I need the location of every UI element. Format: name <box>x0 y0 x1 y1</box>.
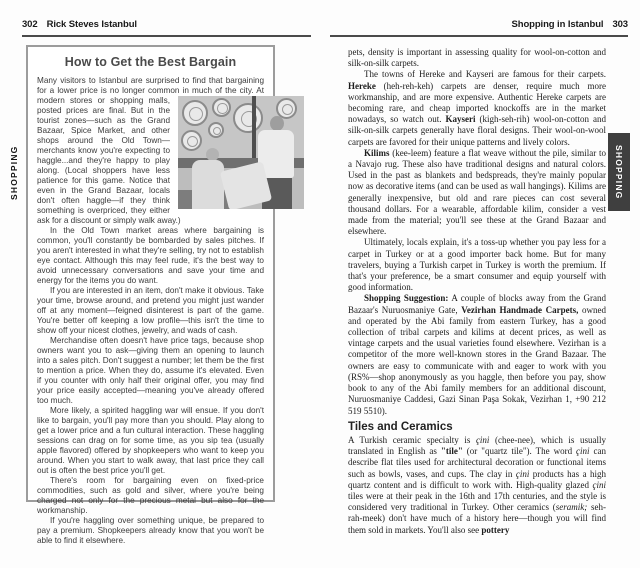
paragraph: Shopping Suggestion: A couple of blocks away from the Grand Bazaar's Nuruosmaniye Gate, Vezirhan Handmade Carpets, owned and operated by the Abi family from eastern Turkey, has a good collection of tribal carpets and kilims at decent prices, as well as vintage carpets and the usual varieties found elsewhere. Vezirhan is a competitor of the more well-known stores in the Grand Bazaar. The owners are easy to communicate with and eager to work with you (RS%—shop anonymously as you haggle, then before you pay, show book to any of the Abi family members for an additional discount, Nuruosmaniye Caddesi, Gazi Sinan Paşa Sokak, Vezirhan 1, +90 212 519 5510). <box>348 293 606 416</box>
plate-shape <box>212 98 231 117</box>
plate-shape <box>208 122 224 138</box>
section-heading-tiles-and-ceramics: Tiles and Ceramics <box>348 420 453 433</box>
photo-textile <box>220 161 272 209</box>
plate-shape <box>181 130 202 151</box>
paragraph: pets, density is important in assessing quality for wool-on-cotton and silk-on-silk carpets. <box>348 47 606 69</box>
tiles-paragraphs <box>348 435 606 536</box>
sidebar-box-intro: Many visitors to Istanbul are surprised to find that bargaining for a lower price is no longer common in much of the city. At <box>37 76 264 95</box>
sidebar-box-body <box>37 76 264 546</box>
paragraph: A Turkish ceramic specialty is çini (chee-nee), which is usually translated in English as "tile" (or "quartz tile"). The word çini can describe flat tiles used for architectural decoration or functional items such as bowls, vases, and cups. The clay in çini products has a high quartz content and is difficult to work with. High-quality glazed çini tiles were at their peak in the 16th and 17th centuries, and the style is considered very traditional in Turkey. Other ceramics (seramik; seh-rah-meek) don't have much of a history here—though you will find them sold in markets. You'll also see pottery <box>348 434 606 535</box>
shopping-tab-right: SHOPPING <box>608 133 630 211</box>
paragraph: The towns of Hereke and Kayseri are famous for their carpets. Hereke (heh-reh-keh) carpets are denser, require much more workmanship, and are more expensive. Authentic Hereke carpets are becoming rare, and cheap imported knockoffs are in the market nowadays, so watch out. Kayseri (kigh-seh-rih) wool-on-cotton and silk-on-silk carpets generally have floral designs. Their wool-on-wool carpets are favored for their unique patterns and lively colors. <box>348 69 607 147</box>
paragraph: If you are interested in an item, don't make it obvious. Take your time, browse around, and pretend you might just wander off at any moment—feigned disinterest is part of the game. You're better off keeping a low profile—this isn't the time to show off your nicest clothes, jewelry, and wads of cash. <box>37 286 264 335</box>
paragraph: In the Old Town market areas where bargaining is common, you'll constantly be bombarded by sales pitches. If you aren't interested in what they're selling, try not to establish eye contact. Although this may feel rude, it's the best way to avoid unnecessary conversations and save your time and energy for the items you do want. <box>37 226 264 285</box>
paragraph: If you're haggling over something unique, be prepared to pay a premium. Shopkeepers already know that you won't be able to find it elsewhere. <box>37 516 264 545</box>
right-header-title: Shopping in Istanbul <box>511 19 604 30</box>
plate-shape <box>233 103 263 133</box>
bargain-sidebar-box <box>26 45 275 545</box>
left-page-header <box>22 19 311 37</box>
left-page-number: 302 <box>22 19 38 30</box>
paragraph: Kilims (kee-leem) feature a flat weave without the pile, similar to a Navajo rug. These also have traditional designs and natural colors. Used in the past as blankets and bedspreads, they're mainly popular now as decorative items (and can be used as wall hangings). Kilims are generally inexpensive, but old and rare pieces can cost several thousand dollars. For a wearable, affordable kilim, consider a vest made from the material; you'll see these at the Grand Bazaar and elsewhere. <box>348 147 606 237</box>
carpets-paragraphs <box>348 47 606 417</box>
paragraph: Ultimately, locals explain, it's a toss-up whether you pay less for a carpet in Turkey or at a good importer back home. But for many travelers, buying a Turkish carpet in Turkey is worth the premium. If that's your preference, be a smart consumer and equip yourself with good information. <box>348 237 606 293</box>
right-page-header <box>330 19 628 37</box>
bazaar-merchant-photo <box>178 96 304 209</box>
paragraph: Merchandise often doesn't have price tags, because shop owners want you to ask—giving them an opening to launch into a sales pitch. Don't suggest a number; let them be the first to mention a price. When they do, assume it's elevated. Even if you counter with only half their original offer, you may find your price easily accepted—meaning you've already offered too much. <box>37 336 264 405</box>
photo-merchant-head <box>270 116 284 131</box>
right-page-number: 303 <box>612 19 628 30</box>
paragraph: modern stores or shopping malls, posted prices are final. But in the tourist zones—such as the Grand Bazaar, Spice Market, and other shops around the Old Town—merchants know you're expecting to haggle...and they're happy to play along. (Local shoppers have less patience for this game. Notice that even in the Grand Bazaar, locals don't often haggle—if they think something is overpriced, they either ask for a discount or simply walk away.) <box>37 96 181 225</box>
sidebar-box-title: How to Get the Best Bargain <box>64 55 237 69</box>
paragraph: There's room for bargaining even on fixed-price commodities, such as gold and silver, where you're being charged not only for the precious metal but also for the workmanship. <box>37 476 264 515</box>
photo-customer-body <box>192 160 224 209</box>
shopping-tab-left: SHOPPING <box>9 145 19 200</box>
left-header-title: Rick Steves Istanbul <box>46 19 137 30</box>
right-page-body <box>348 47 606 536</box>
plate-shape <box>182 100 208 126</box>
paragraph: More likely, a spirited haggling war will ensue. If you don't like to bargain, you'll pay more than you should. Play along to get a lower price and a fun cultural interaction. These haggling sessions can drag on for some time, as you sip tea (usually apple flavored) offered by shopkeepers who want to keep you around. When you start to walk away, that last price they call out is often the best price you'll get. <box>37 406 264 475</box>
